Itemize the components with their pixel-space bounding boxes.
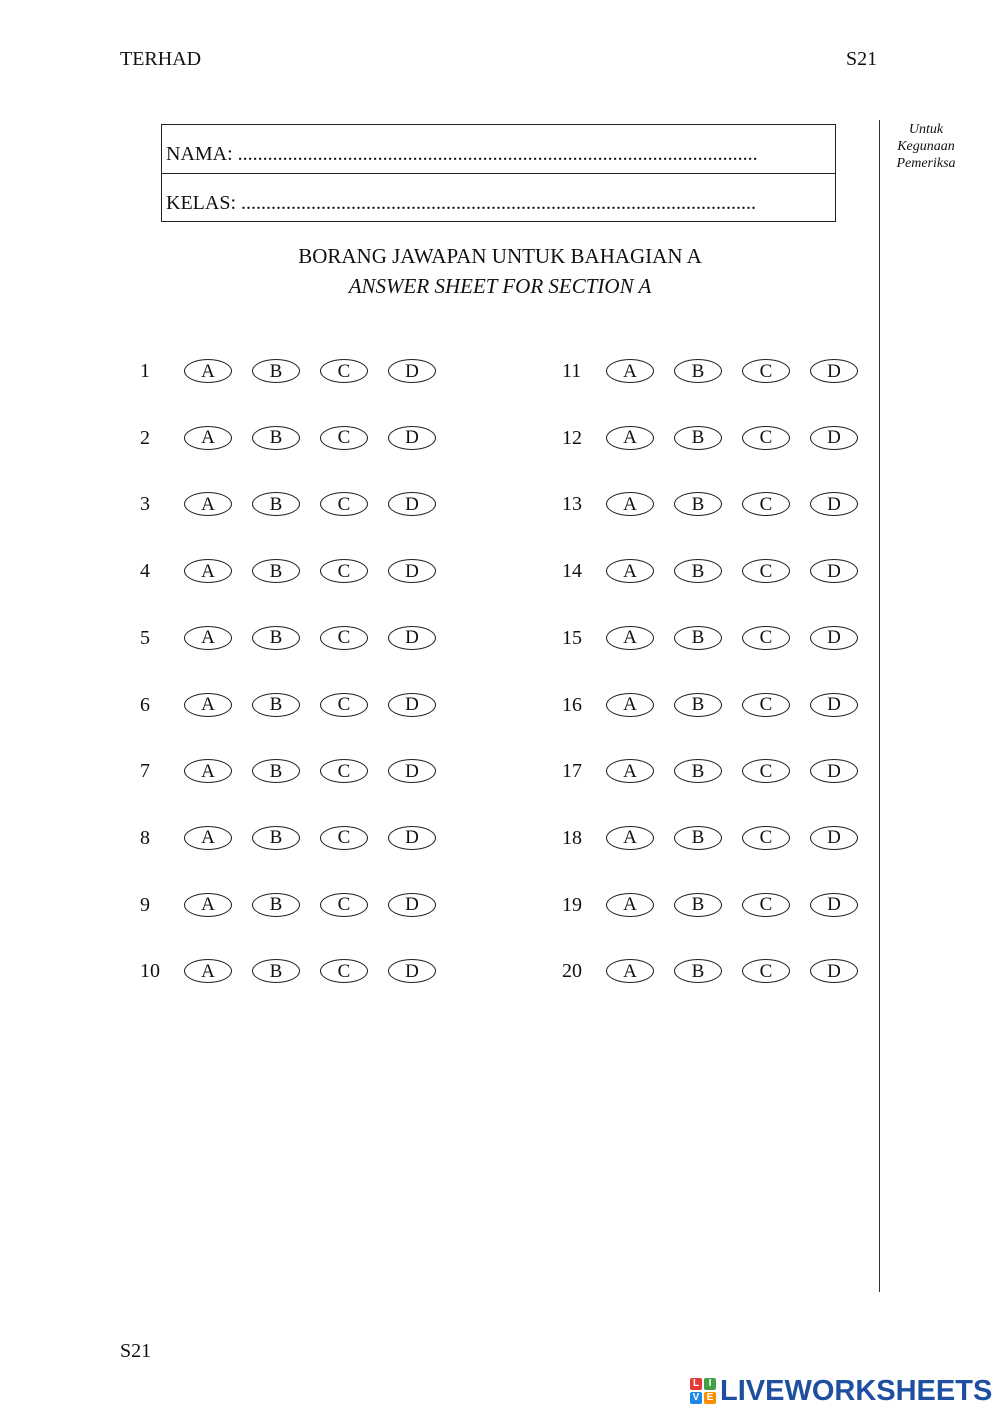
question-number: 19 — [562, 893, 582, 916]
answer-bubble-b[interactable]: B — [674, 959, 722, 983]
answer-bubble-a[interactable]: A — [606, 359, 654, 383]
answer-bubble-c[interactable]: C — [742, 626, 790, 650]
header-left-label: TERHAD — [120, 48, 202, 70]
answer-bubble-b[interactable]: B — [252, 492, 300, 516]
answer-bubble-c[interactable]: C — [742, 826, 790, 850]
answer-bubble-b[interactable]: B — [674, 626, 722, 650]
answer-bubble-a[interactable]: A — [606, 893, 654, 917]
question-number: 7 — [140, 760, 150, 783]
answer-bubble-c[interactable]: C — [742, 426, 790, 450]
answer-bubble-b[interactable]: B — [674, 359, 722, 383]
question-number: 10 — [140, 960, 160, 983]
answer-bubble-c[interactable]: C — [320, 826, 368, 850]
answer-bubble-a[interactable]: A — [184, 626, 232, 650]
footer-code: S21 — [120, 1340, 152, 1362]
answer-bubble-b[interactable]: B — [674, 693, 722, 717]
answer-bubble-d[interactable]: D — [810, 492, 858, 516]
answer-bubble-b[interactable]: B — [252, 826, 300, 850]
answer-bubble-a[interactable]: A — [184, 959, 232, 983]
answer-bubble-d[interactable]: D — [388, 959, 436, 983]
answer-bubble-d[interactable]: D — [388, 759, 436, 783]
logo-mark-square: I — [704, 1378, 716, 1390]
answer-bubble-a[interactable]: A — [606, 559, 654, 583]
answer-bubble-d[interactable]: D — [810, 893, 858, 917]
answer-bubble-c[interactable]: C — [320, 759, 368, 783]
answer-bubble-a[interactable]: A — [606, 626, 654, 650]
answer-bubble-c[interactable]: C — [320, 359, 368, 383]
answer-bubble-a[interactable]: A — [606, 492, 654, 516]
answer-bubble-c[interactable]: C — [742, 492, 790, 516]
liveworksheets-logo — [690, 1374, 992, 1408]
answer-bubble-d[interactable]: D — [810, 759, 858, 783]
answer-bubble-d[interactable]: D — [388, 626, 436, 650]
answer-bubble-d[interactable]: D — [388, 492, 436, 516]
answer-bubble-a[interactable]: A — [606, 826, 654, 850]
answer-bubble-b[interactable]: B — [674, 893, 722, 917]
student-info-box — [161, 124, 836, 222]
answer-bubble-d[interactable]: D — [388, 359, 436, 383]
question-number: 13 — [562, 493, 582, 516]
answer-bubble-b[interactable]: B — [674, 426, 722, 450]
answer-bubble-d[interactable]: D — [388, 693, 436, 717]
answer-bubble-b[interactable]: B — [674, 559, 722, 583]
answer-bubble-b[interactable]: B — [252, 959, 300, 983]
question-number: 20 — [562, 960, 582, 983]
logo-mark-icon — [690, 1378, 716, 1404]
question-number: 3 — [140, 493, 150, 516]
answer-bubble-c[interactable]: C — [742, 893, 790, 917]
question-number: 8 — [140, 826, 150, 849]
answer-bubble-c[interactable]: C — [320, 959, 368, 983]
question-number: 1 — [140, 360, 150, 382]
answer-bubble-c[interactable]: C — [320, 492, 368, 516]
header-right-code: S21 — [846, 48, 878, 70]
sheet-title: BORANG JAWAPAN UNTUK BAHAGIAN A — [298, 244, 702, 268]
answer-bubble-d[interactable]: D — [388, 826, 436, 850]
question-number: 4 — [140, 560, 150, 583]
answer-bubble-c[interactable]: C — [742, 559, 790, 583]
question-number: 18 — [562, 826, 582, 849]
nama-field[interactable]: NAMA: ........................................................................................................ — [162, 125, 835, 174]
logo-mark-square: V — [690, 1392, 702, 1404]
answer-bubble-a[interactable]: A — [184, 759, 232, 783]
answer-bubble-c[interactable]: C — [742, 359, 790, 383]
logo-text: LIVEWORKSHEETS — [720, 1374, 993, 1407]
sheet-subtitle: ANSWER SHEET FOR SECTION A — [348, 274, 652, 298]
answer-bubble-c[interactable]: C — [742, 759, 790, 783]
logo-mark-square: L — [690, 1378, 702, 1390]
answer-bubble-b[interactable]: B — [252, 359, 300, 383]
answer-bubble-c[interactable]: C — [320, 426, 368, 450]
answer-bubble-a[interactable]: A — [184, 826, 232, 850]
examiner-note — [884, 121, 968, 172]
answer-bubble-b[interactable]: B — [252, 559, 300, 583]
question-number: 9 — [140, 893, 150, 916]
answer-bubble-a[interactable]: A — [606, 426, 654, 450]
answer-bubble-b[interactable]: B — [252, 693, 300, 717]
answer-bubble-d[interactable]: D — [810, 359, 858, 383]
answer-bubble-d[interactable]: D — [810, 693, 858, 717]
question-number: 17 — [562, 760, 582, 783]
answer-bubble-c[interactable]: C — [320, 559, 368, 583]
answer-bubble-d[interactable]: D — [810, 559, 858, 583]
answer-bubble-c[interactable]: C — [320, 626, 368, 650]
question-number: 14 — [562, 560, 582, 583]
answer-bubble-a[interactable]: A — [606, 693, 654, 717]
question-number: 2 — [140, 426, 150, 449]
answer-bubble-c[interactable]: C — [742, 959, 790, 983]
question-number: 5 — [140, 626, 150, 649]
examiner-note-line-2: Kegunaan — [897, 139, 955, 154]
answer-bubble-c[interactable]: C — [320, 693, 368, 717]
answer-bubble-a[interactable]: A — [184, 893, 232, 917]
examiner-note-line-3: Pemeriksa — [896, 156, 956, 171]
question-number: 6 — [140, 693, 150, 716]
answer-bubble-d[interactable]: D — [388, 559, 436, 583]
answer-bubble-b[interactable]: B — [252, 759, 300, 783]
answer-bubble-d[interactable]: D — [388, 893, 436, 917]
question-number: 11 — [562, 360, 582, 382]
logo-mark-square: E — [704, 1392, 716, 1404]
answer-bubble-d[interactable]: D — [388, 426, 436, 450]
answer-bubble-a[interactable]: A — [184, 693, 232, 717]
answer-bubble-d[interactable]: D — [810, 626, 858, 650]
answer-bubble-b[interactable]: B — [674, 492, 722, 516]
answer-bubble-d[interactable]: D — [810, 826, 858, 850]
answer-bubble-d[interactable]: D — [810, 426, 858, 450]
answer-bubble-a[interactable]: A — [184, 359, 232, 383]
answer-bubble-b[interactable]: B — [252, 626, 300, 650]
answer-bubble-c[interactable]: C — [320, 893, 368, 917]
question-number: 15 — [562, 626, 582, 649]
answer-bubble-a[interactable]: A — [184, 559, 232, 583]
answer-bubble-d[interactable]: D — [810, 959, 858, 983]
answer-bubble-b[interactable]: B — [252, 426, 300, 450]
examiner-note-line-1: Untuk — [908, 122, 944, 137]
answer-bubble-a[interactable]: A — [184, 426, 232, 450]
question-number: 16 — [562, 693, 582, 716]
kelas-field[interactable]: KELAS: ....................................................................................................... — [166, 192, 756, 214]
question-number: 12 — [562, 426, 582, 449]
answer-bubble-a[interactable]: A — [606, 759, 654, 783]
answer-bubble-b[interactable]: B — [252, 893, 300, 917]
answer-bubble-c[interactable]: C — [742, 693, 790, 717]
answer-bubble-a[interactable]: A — [606, 959, 654, 983]
answer-bubble-b[interactable]: B — [674, 759, 722, 783]
answer-bubble-a[interactable]: A — [184, 492, 232, 516]
answer-bubble-b[interactable]: B — [674, 826, 722, 850]
